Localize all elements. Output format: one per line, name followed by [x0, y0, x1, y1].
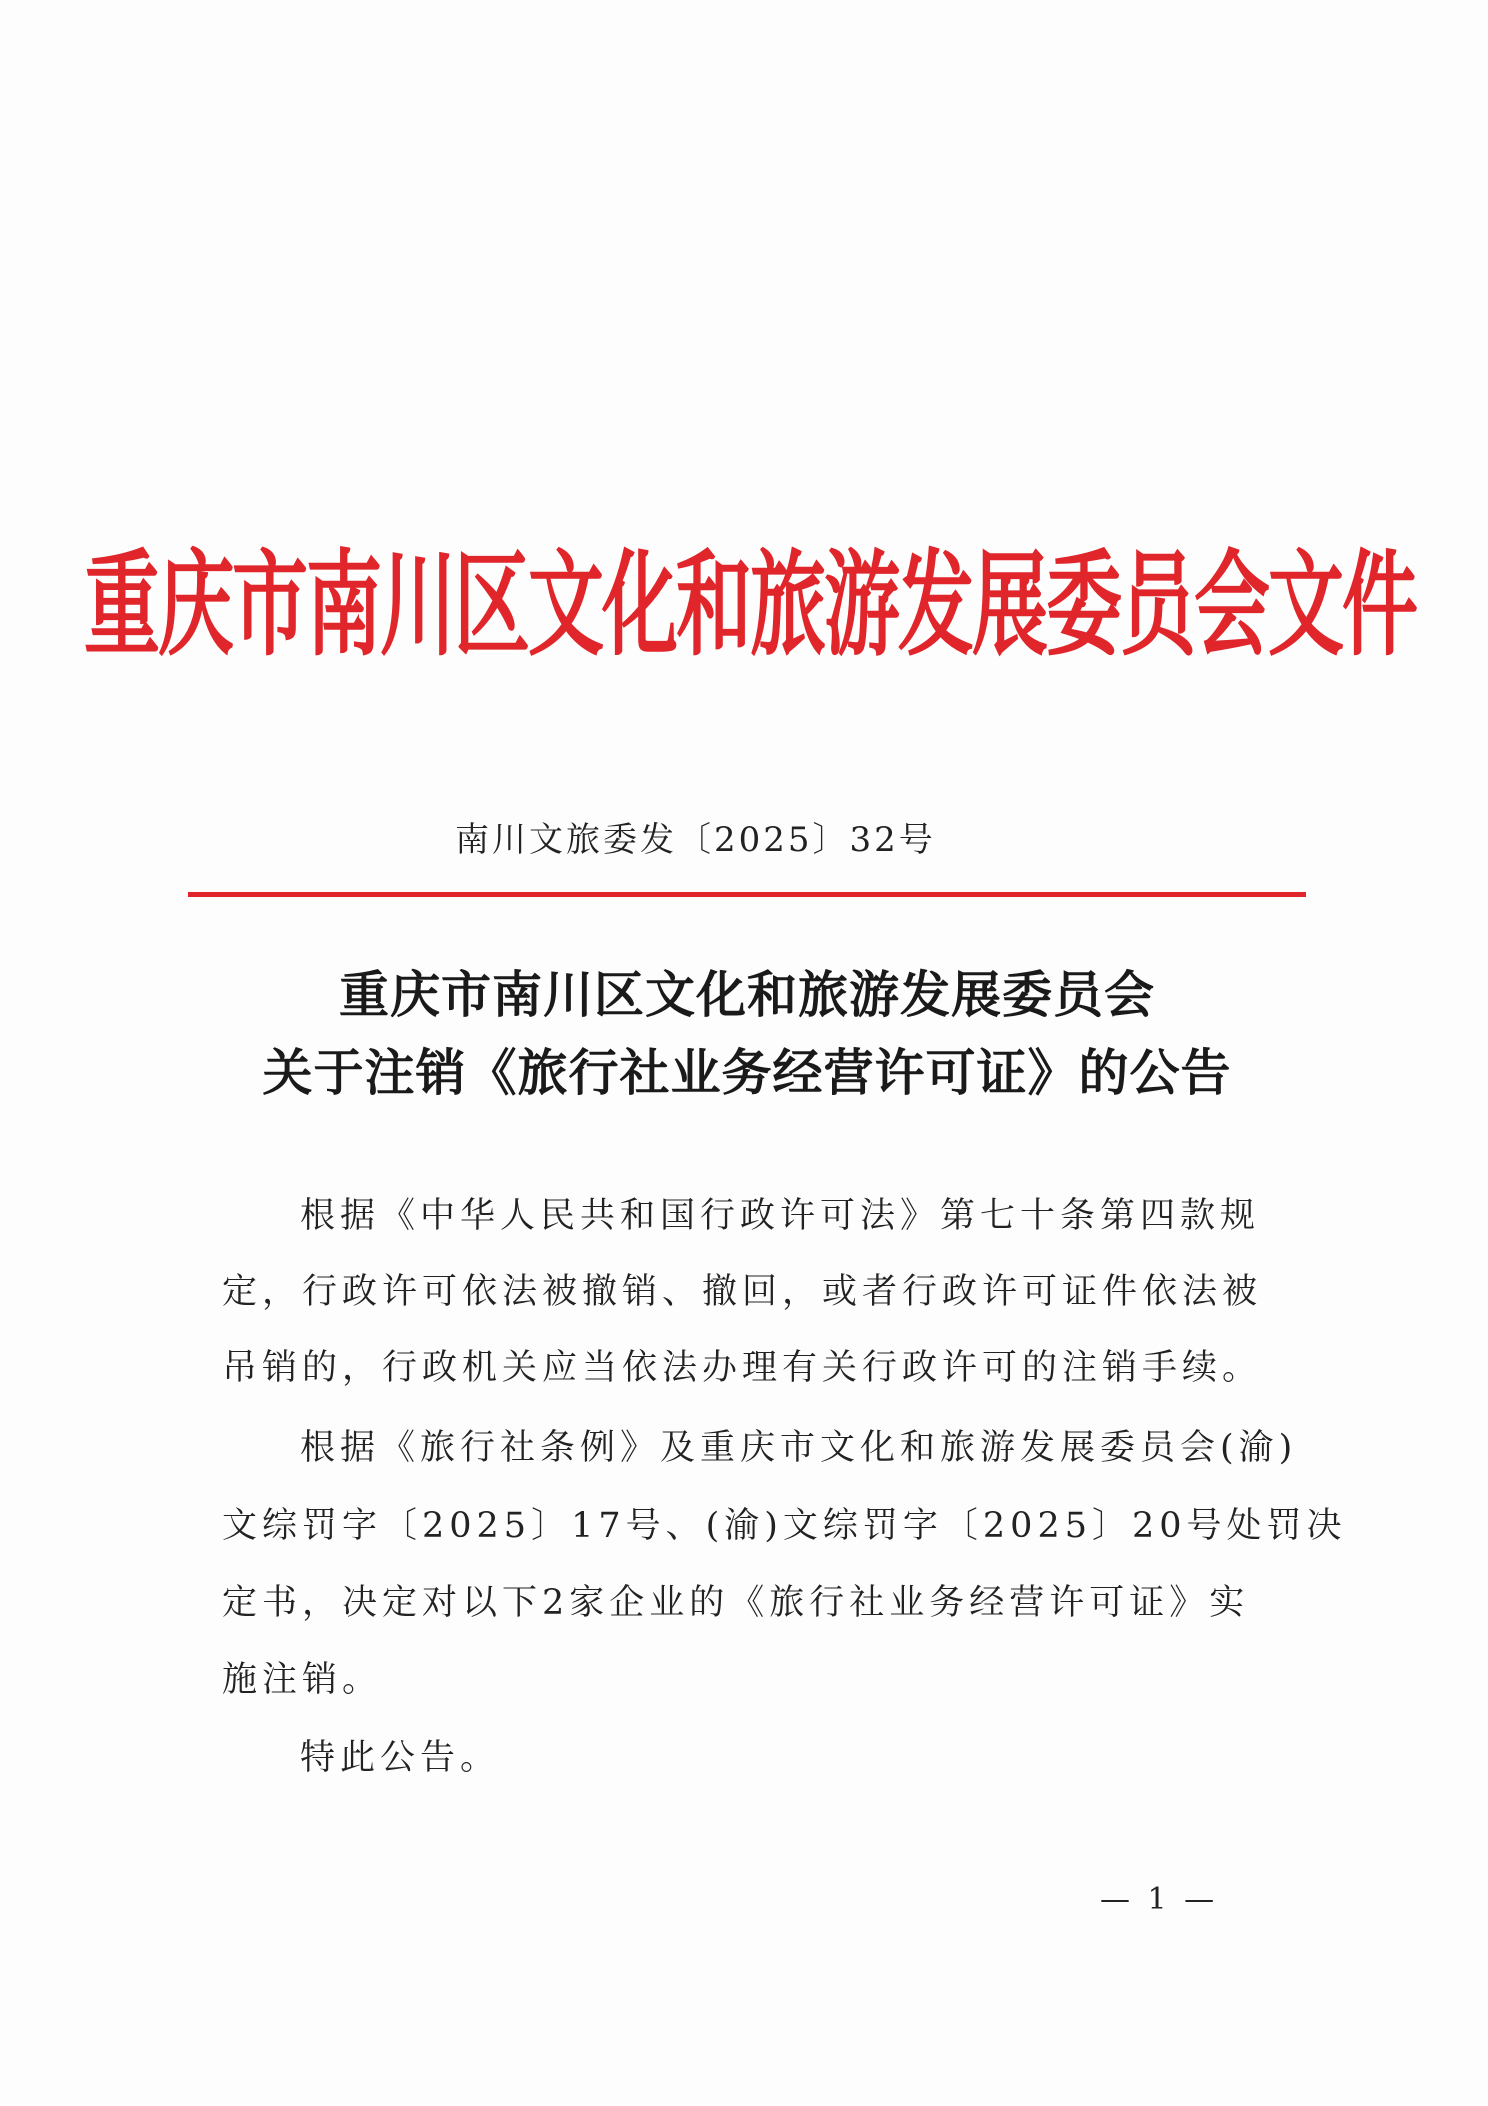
paragraph-2-line-1: 根据《旅行社条例》及重庆市文化和旅游发展委员会(渝) [300, 1428, 1298, 1468]
title-line-2: 关于注销《旅行社业务经营许可证》的公告 [262, 1043, 1232, 1102]
paragraph-2-line-4: 施注销。 [222, 1660, 383, 1700]
page-number: — 1 — [1100, 1882, 1219, 1917]
title-line-1: 重庆市南川区文化和旅游发展委员会 [339, 965, 1155, 1024]
paragraph-2-line-2: 文综罚字〔2025〕17号、(渝)文综罚字〔2025〕20号处罚决 [222, 1506, 1347, 1546]
red-masthead: 重庆市南川区文化和旅游发展委员会文件 [84, 537, 1416, 671]
paragraph-1-line-1: 根据《中华人民共和国行政许可法》第七十条第四款规 [300, 1196, 1261, 1236]
paragraph-1-line-3: 吊销的，行政机关应当依法办理有关行政许可的注销手续。 [222, 1348, 1263, 1388]
closing-text: 特此公告。 [300, 1738, 501, 1778]
document-number: 南川文旅委发〔2025〕32号 [455, 820, 936, 860]
paragraph-2-line-3: 定书，决定对以下2家企业的《旅行社业务经营许可证》实 [222, 1583, 1250, 1623]
red-divider-line [188, 892, 1306, 897]
paragraph-1-line-2: 定，行政许可依法被撤销、撤回，或者行政许可证件依法被 [222, 1272, 1263, 1312]
